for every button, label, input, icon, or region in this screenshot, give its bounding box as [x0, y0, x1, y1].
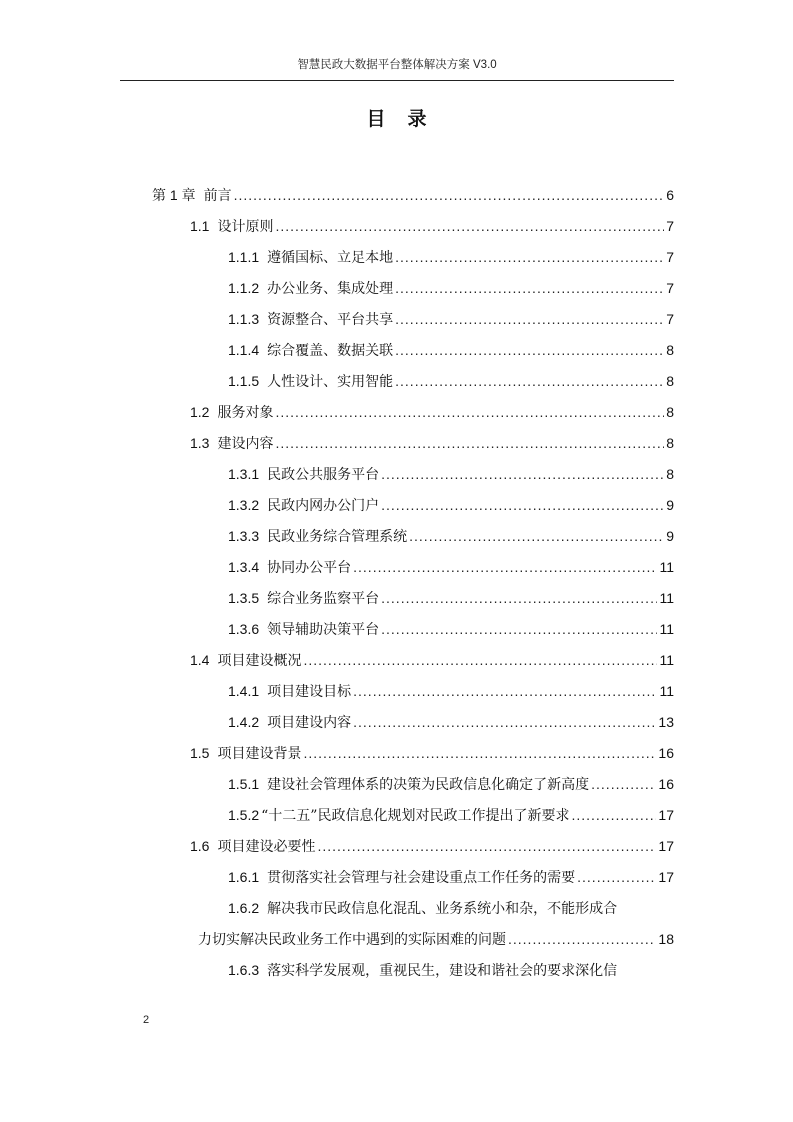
header-rule: [120, 80, 674, 81]
toc-entry-title: 设计原则: [217, 219, 274, 235]
toc-entry-number: 1.4.2: [228, 714, 260, 730]
toc-entry-page: 17: [658, 807, 674, 823]
toc-entry-page: 11: [659, 590, 674, 606]
page-number: 2: [143, 1014, 150, 1026]
toc-entry-page: 16: [658, 776, 674, 792]
toc-entry-number: 1.1.3: [228, 311, 260, 327]
toc-entry-1-3[interactable]: [190, 432, 674, 454]
toc-entry-title: 项目建设目标: [267, 684, 352, 700]
toc-entry-number: 1.6.1: [228, 869, 260, 885]
dot-leader: [275, 215, 664, 237]
toc-entry-1-3-4[interactable]: [228, 556, 674, 578]
toc-entry-title: 建设社会管理体系的决策为民政信息化确定了新高度: [267, 777, 590, 793]
toc-entry-1-2[interactable]: [190, 401, 674, 423]
toc-entry-page: 11: [659, 621, 674, 637]
toc-entry-title: 领导辅助决策平台: [267, 622, 380, 638]
toc-entry-number: 1.3.5: [228, 590, 260, 606]
toc-entry-number: 1.5: [190, 745, 210, 761]
dot-leader: [303, 742, 656, 764]
toc-entry-title: 项目建设必要性: [217, 839, 316, 855]
toc-entry-1-1-3[interactable]: [228, 308, 674, 330]
toc-entry-page: 8: [666, 435, 674, 451]
dot-leader: [395, 339, 664, 361]
toc-entry-title: 前言: [203, 188, 232, 204]
toc-entry-1-5[interactable]: [190, 742, 674, 764]
toc-entry-1-5-2[interactable]: [228, 804, 674, 826]
toc-entry-page: 9: [666, 497, 674, 513]
toc-entry-page: 17: [658, 838, 674, 854]
toc-entry-page: 7: [666, 280, 674, 296]
dot-leader: [275, 401, 664, 423]
toc-entry-page: 11: [659, 559, 674, 575]
toc-entry-1-4-1[interactable]: [228, 680, 674, 702]
dot-leader: [275, 432, 664, 454]
toc-entry-title-continued: 力切实解决民政业务工作中遇到的实际困难的问题: [198, 932, 506, 948]
dot-leader: [381, 494, 664, 516]
running-header: 智慧民政大数据平台整体解决方案 V3.0: [297, 59, 497, 71]
toc-entry-number: 1.6.2: [228, 900, 260, 916]
dot-leader: [234, 184, 665, 206]
toc-entry-title: 遵循国标、立足本地: [267, 250, 394, 266]
toc-entry-number: 1.5.1: [228, 776, 260, 792]
dot-leader: [353, 556, 657, 578]
toc-entry-1-1-4[interactable]: [228, 339, 674, 361]
toc-entry-1-6-2-line2[interactable]: [198, 928, 674, 950]
toc-entry-page: 7: [666, 311, 674, 327]
toc-entry-number: 1.1.2: [228, 280, 260, 296]
toc-entry-number: 1.2: [190, 404, 210, 420]
toc-entry-page: 9: [666, 528, 674, 544]
toc-entry-number: 1.3.1: [228, 466, 260, 482]
toc-entry-title: 民政公共服务平台: [267, 467, 380, 483]
toc-entry-title: 解决我市民政信息化混乱、业务系统小和杂，不能形成合: [267, 901, 618, 917]
toc-entry-title: 服务对象: [217, 405, 274, 421]
toc-entry-page: 11: [659, 683, 674, 699]
dot-leader: [591, 773, 656, 795]
toc-entry-page: 8: [666, 404, 674, 420]
toc-entry-number: 1.3.4: [228, 559, 260, 575]
toc-entry-page: 18: [658, 931, 674, 947]
dot-leader: [381, 618, 657, 640]
toc-entry-1-4[interactable]: [190, 649, 674, 671]
toc-entry-title: 民政内网办公门户: [267, 498, 380, 514]
toc-entry-number: 1.6.3: [228, 962, 260, 978]
toc-title: 目录: [366, 108, 449, 130]
toc-entry-title: 资源整合、平台共享: [267, 312, 394, 328]
toc-entry-page: 8: [666, 342, 674, 358]
toc-entry-1-1-1[interactable]: [228, 246, 674, 268]
toc-entry-1-3-5[interactable]: [228, 587, 674, 609]
dot-leader: [353, 680, 657, 702]
dot-leader: [409, 525, 664, 547]
toc-entry-1-6-3[interactable]: [228, 959, 617, 982]
dot-leader: [317, 835, 656, 857]
dot-leader: [353, 711, 656, 733]
toc-entry-page: 8: [666, 466, 674, 482]
toc-entry-1-5-1[interactable]: [228, 773, 674, 795]
toc-entry-title: 办公业务、集成处理: [267, 281, 394, 297]
toc-entry-page: 7: [666, 218, 674, 234]
dot-leader: [381, 587, 657, 609]
toc-entry-number: 1.3.3: [228, 528, 260, 544]
toc-entry-page: 6: [666, 187, 674, 203]
dot-leader: [577, 866, 656, 888]
toc-entry-number: 1.3: [190, 435, 210, 451]
toc-entry-1-3-3[interactable]: [228, 525, 674, 547]
dot-leader: [508, 928, 656, 950]
toc-entry-number: 1.3.6: [228, 621, 260, 637]
toc-entry-title: 项目建设背景: [217, 746, 302, 762]
toc-entry-number: 1.4: [190, 652, 210, 668]
dot-leader: [395, 246, 664, 268]
toc-entry-page: 8: [666, 373, 674, 389]
toc-entry-page: 17: [658, 869, 674, 885]
toc-entry-page: 16: [658, 745, 674, 761]
toc-entry-title: 建设内容: [217, 436, 274, 452]
dot-leader: [303, 649, 657, 671]
toc-entry-title: 项目建设内容: [267, 715, 352, 731]
toc-entry-title: 综合业务监察平台: [267, 591, 380, 607]
dot-leader: [571, 804, 656, 826]
toc-entry-title: 项目建设概况: [217, 653, 302, 669]
toc-entry-number: 1.1.5: [228, 373, 260, 389]
toc-entry-1-1-5[interactable]: [228, 370, 674, 392]
toc-entry-number: 1.1.4: [228, 342, 260, 358]
toc-entry-1-3-2[interactable]: [228, 494, 674, 516]
dot-leader: [395, 277, 664, 299]
toc-entry-1-3-6[interactable]: [228, 618, 674, 640]
toc-entry-title: 贯彻落实社会管理与社会建设重点工作任务的需要: [267, 870, 576, 886]
toc-entry-1-6[interactable]: [190, 835, 674, 857]
toc-entry-number: 第 1 章: [152, 187, 196, 203]
toc-entry-number: 1.3.2: [228, 497, 260, 513]
toc-entry-1-1-2[interactable]: [228, 277, 674, 299]
toc-entry-title: 协同办公平台: [267, 560, 352, 576]
toc-entry-page: 11: [659, 652, 674, 668]
toc-entry-title: 综合覆盖、数据关联: [267, 343, 394, 359]
toc-entry-number: 1.6: [190, 838, 210, 854]
toc-entry-number: 1.1: [190, 218, 210, 234]
toc-entry-title: 落实科学发展观，重视民生，建设和谐社会的要求深化信: [267, 963, 618, 979]
toc-entry-number: 1.4.1: [228, 683, 260, 699]
toc-entry-number: 1.1.1: [228, 249, 260, 265]
toc-entry-chapter-1[interactable]: [152, 184, 674, 206]
toc-entry-page: 13: [658, 714, 674, 730]
dot-leader: [395, 370, 664, 392]
toc-entry-number: 1.5.2: [228, 807, 260, 823]
toc-entry-title: 人性设计、实用智能: [267, 374, 394, 390]
dot-leader: [381, 463, 664, 485]
toc-entry-title: “十二五”民政信息化规划对民政工作提出了新要求: [261, 808, 570, 824]
toc-entry-1-6-1[interactable]: [228, 866, 674, 888]
toc-entry-page: 7: [666, 249, 674, 265]
toc-entry-1-3-1[interactable]: [228, 463, 674, 485]
toc-entry-1-4-2[interactable]: [228, 711, 674, 733]
dot-leader: [395, 308, 664, 330]
toc-entry-title: 民政业务综合管理系统: [267, 529, 408, 545]
toc-entry-1-6-2-line1[interactable]: [228, 897, 617, 920]
toc-entry-1-1[interactable]: [190, 215, 674, 237]
